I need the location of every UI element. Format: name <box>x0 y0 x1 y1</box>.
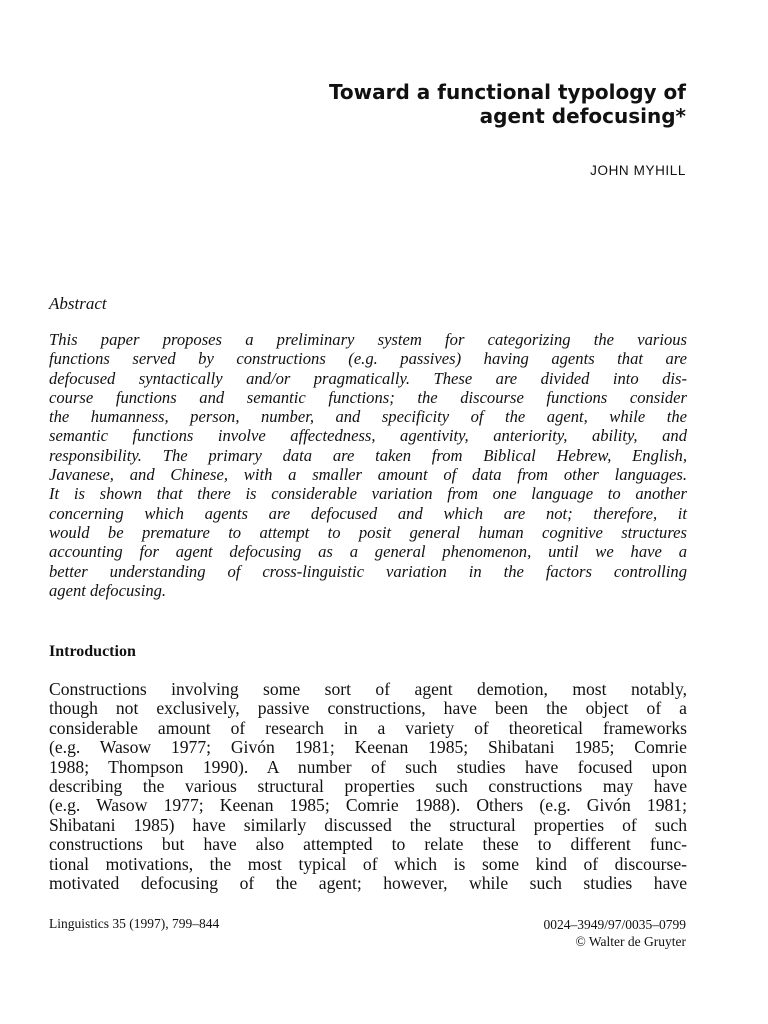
introduction-heading: Introduction <box>49 643 136 660</box>
abstract-heading: Abstract <box>49 294 107 313</box>
introduction-body <box>49 680 687 893</box>
abstract-line: concerning which agents are defocused and which are not; therefore, it <box>49 503 687 523</box>
body-line: though not exclusively, passive constructions, have been the object of a <box>49 698 687 719</box>
body-line: tional motivations, the most typical of which is some kind of discourse- <box>49 853 687 874</box>
abstract-line: It is shown that there is considerable variation from one language to another <box>49 484 687 504</box>
journal-citation: Linguistics 35 (1997), 799–844 <box>49 916 220 931</box>
copyright-notice: © Walter de Gruyter <box>575 934 686 949</box>
title-line-1: Toward a functional typology of <box>328 80 686 104</box>
body-line: constructions but have also attempted to relate these to different func- <box>49 834 687 855</box>
body-line: Constructions involving some sort of agent demotion, most notably, <box>49 679 687 699</box>
abstract-line: the humanness, person, number, and specificity of the agent, while the <box>49 407 687 427</box>
abstract-line: agent defocusing. <box>49 580 167 600</box>
body-line: 1988; Thompson 1990). A number of such studies have focused upon <box>49 756 687 777</box>
abstract-line: This paper proposes a preliminary system for categorizing the various <box>49 330 687 349</box>
author-name: JOHN MYHILL <box>590 163 686 178</box>
abstract-line: Javanese, and Chinese, with a smaller amount of data from other languages. <box>49 465 687 485</box>
abstract-line: accounting for agent defocusing as a general phenomenon, until we have a <box>49 542 687 562</box>
publisher-info <box>543 916 686 950</box>
body-line: (e.g. Wasow 1977; Keenan 1985; Comrie 1988). Others (e.g. Givón 1981; <box>49 795 687 816</box>
body-line: describing the various structural properties such constructions may have <box>49 776 687 797</box>
paper-title <box>246 80 686 128</box>
issn-code: 0024–3949/97/0035–0799 <box>543 917 686 932</box>
abstract-line: better understanding of cross-linguistic variation in the factors controlling <box>49 561 687 581</box>
body-line: considerable amount of research in a variety of theoretical frameworks <box>49 717 687 738</box>
abstract-line: defocused syntactically and/or pragmatically. These are divided into dis- <box>49 368 687 388</box>
body-line: (e.g. Wasow 1977; Givón 1981; Keenan 1985; Shibatani 1985; Comrie <box>49 737 687 758</box>
abstract-line: responsibility. The primary data are taken from Biblical Hebrew, English, <box>49 445 687 465</box>
abstract-line: would be premature to attempt to posit general human cognitive structures <box>49 522 687 542</box>
abstract-line: functions served by constructions (e.g. passives) having agents that are <box>49 349 687 369</box>
body-line: motivated defocusing of the agent; however, while such studies have <box>49 873 687 894</box>
title-line-2: agent defocusing* <box>479 104 686 128</box>
abstract-text <box>49 330 687 600</box>
body-line: Shibatani 1985) have similarly discussed the structural properties of such <box>49 814 687 835</box>
abstract-line: course functions and semantic functions; the discourse functions consider <box>49 387 687 407</box>
abstract-line: semantic functions involve affectedness, agentivity, anteriority, ability, and <box>49 426 687 446</box>
